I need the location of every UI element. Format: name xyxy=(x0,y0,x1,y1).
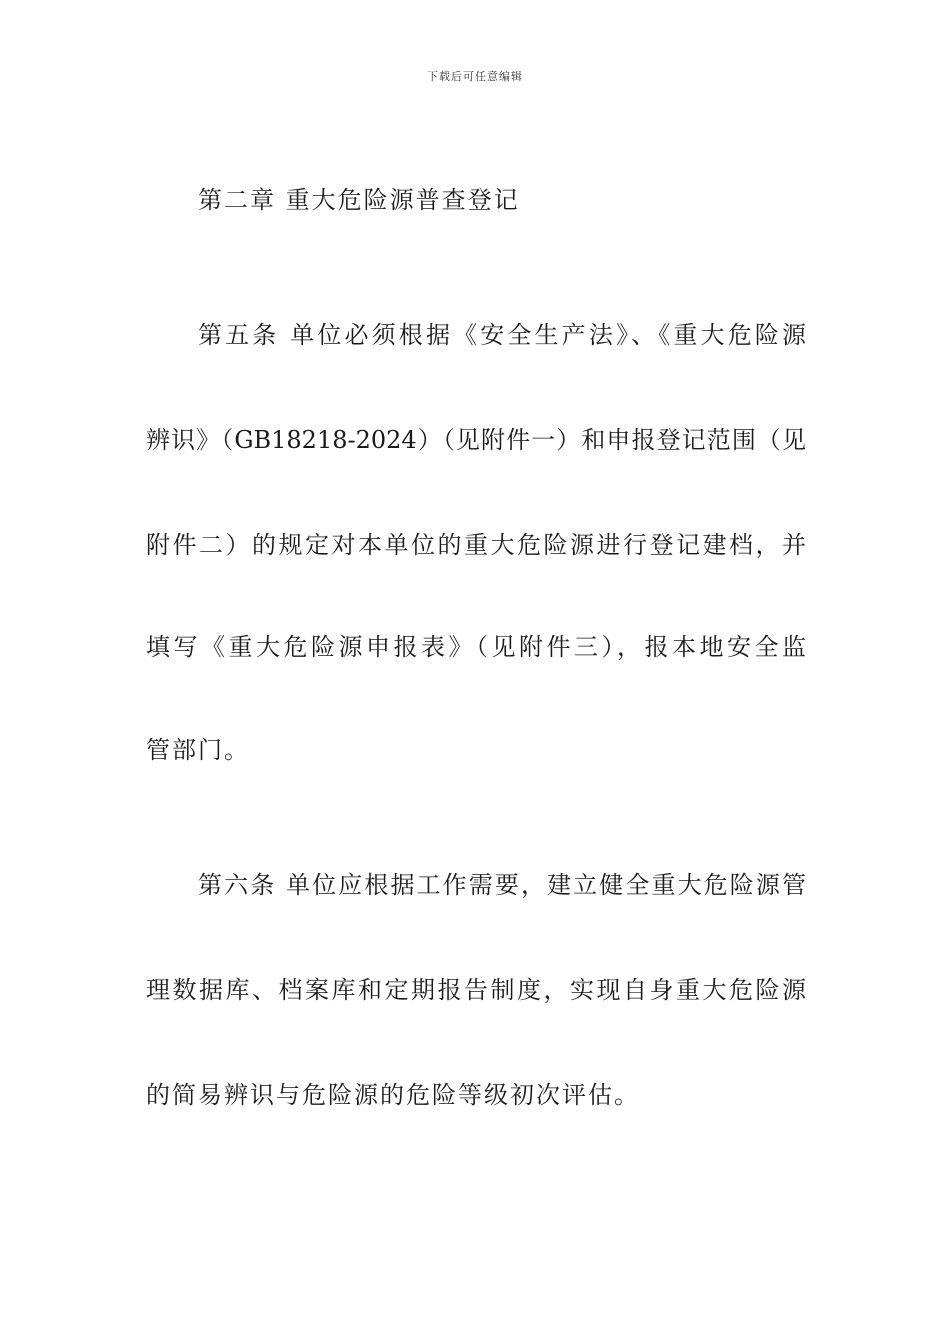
chapter-title: 第二章 重大危险源普查登记 xyxy=(198,186,520,214)
article-5-line: 填写《重大危险源申报表》（见附件三），报本地安全监 xyxy=(146,633,806,661)
article-5-line: 第五条 单位必须根据《安全生产法》、《重大危险源 xyxy=(198,321,806,349)
article-5-line: 附件二）的规定对本单位的重大危险源进行登记建档，并 xyxy=(146,531,806,559)
article-5-line: 管部门。 xyxy=(146,736,250,764)
page-header: 下载后可任意编辑 xyxy=(427,70,523,83)
article-6-line: 理数据库、档案库和定期报告制度，实现自身重大危险源 xyxy=(146,976,806,1004)
article-5-line: 辨识》（GB18218-2024）（见附件一）和申报登记范围（见 xyxy=(146,426,806,454)
article-6-line: 的简易辨识与危险源的危险等级初次评估。 xyxy=(146,1081,640,1109)
article-6-line: 第六条 单位应根据工作需要，建立健全重大危险源管 xyxy=(198,871,806,899)
